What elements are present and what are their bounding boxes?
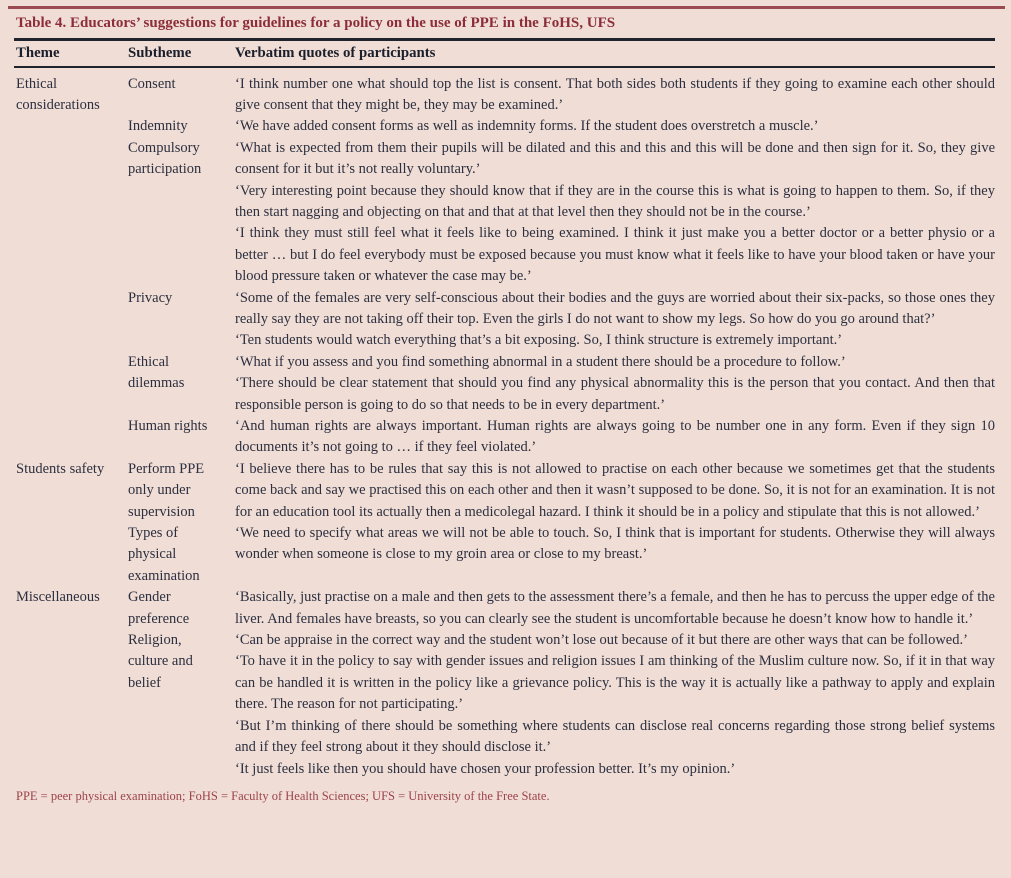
quotes-cell <box>233 416 995 459</box>
table-row <box>14 288 995 352</box>
quote-paragraph: ‘I believe there has to be rules that say this is not allowed to practise on each other because we sometimes get that the students come back and say we practised this on each other and then it wasn’t supposed to be done. So, it is not for an examination. It is not for an education tool its actually then a medicolegal hazard. I think it should be in a policy and stipulate that this is not allowed.’ <box>235 460 995 520</box>
subtheme-cell: Compulsory participation <box>128 139 202 178</box>
subtheme-cell: Perform PPE only under supervision <box>128 460 205 520</box>
column-header-quotes: Verbatim quotes of participants <box>235 44 436 61</box>
theme-cell: Students safety <box>16 460 105 477</box>
theme-cell <box>14 352 126 416</box>
theme-cell <box>14 523 126 587</box>
quote-paragraph: ‘What is expected from them their pupils will be dilated and this and this and this will be done and then sign for it. So, they give consent for it but it’s not really voluntary.’ <box>235 139 995 178</box>
quotes-cell <box>233 288 995 352</box>
quotes-cell <box>233 459 995 523</box>
theme-cell <box>14 116 126 137</box>
quotes-table <box>14 41 995 780</box>
subtheme-cell: Religion, culture and belief <box>128 632 193 691</box>
table-row <box>14 138 995 288</box>
quote-paragraph: ‘But I’m thinking of there should be something where students can disclose real concerns regarding those strong belief systems and if they feel strong about it they should disclose it.’ <box>235 717 995 756</box>
table-row <box>14 67 995 117</box>
subtheme-cell: Consent <box>128 75 176 92</box>
quote-paragraph: ‘We need to specify what areas we will not be able to touch. So, I think that is important for students. Otherwise they will always wonder when someone is close to my groin area or close to my breast.’ <box>235 525 995 563</box>
quotes-cell <box>233 67 995 117</box>
theme-cell <box>14 416 126 459</box>
quote-paragraph: ‘To have it in the policy to say with gender issues and religion issues I am thinking of the Muslim culture now. So, if it in that way can be handled it is written in the policy like a grievance policy. This is the way it is actually like a pathway to apply and explain there. The reason for not participating.’ <box>235 653 995 713</box>
quotes-cell <box>233 587 995 630</box>
quote-paragraph: ‘Basically, just practise on a male and then gets to the assessment there’s a female, and then he has to percuss the upper edge of the liver. And females have breasts, so you can clearly see the student is uncomfortable because he doesn’t know how to handle it.’ <box>235 589 995 627</box>
table-footnote: PPE = peer physical examination; FoHS = Faculty of Health Sciences; UFS = University of the Free State. <box>16 788 550 803</box>
theme-cell <box>14 288 126 352</box>
table-row <box>14 416 995 459</box>
subtheme-cell: Gender preference <box>128 589 190 627</box>
table-row <box>14 587 995 630</box>
quotes-cell <box>233 352 995 416</box>
table-header <box>14 41 995 67</box>
quote-paragraph: ‘And human rights are always important. Human rights are always going to be number one in any form. Even if they sign 10 documents it’s not going to … if they feel violated.’ <box>235 418 995 456</box>
quote-paragraph: ‘It just feels like then you should have chosen your profession better. It’s my opinion.’ <box>235 760 736 777</box>
quote-paragraph: ‘Can be appraise in the correct way and the student won’t lose out because of it but there are other ways that can be followed.’ <box>235 632 968 649</box>
quote-paragraph: ‘Some of the females are very self-conscious about their bodies and the guys are worried about their six-packs, so those ones they really say they are not taking off their top. Even the girls I do not want to show my legs. So how do you go around that?’ <box>235 289 995 327</box>
subtheme-cell: Human rights <box>128 418 208 434</box>
quotes-cell <box>233 138 995 288</box>
table-row <box>14 352 995 416</box>
table-row <box>14 116 995 137</box>
theme-cell: Ethical considerations <box>16 75 100 113</box>
subtheme-cell: Ethical dilemmas <box>128 353 185 392</box>
quote-paragraph: ‘We have added consent forms as well as indemnity forms. If the student does overstretch a muscle.’ <box>235 118 819 135</box>
subtheme-cell: Privacy <box>128 289 173 306</box>
table-row <box>14 459 995 523</box>
table-body <box>14 67 995 780</box>
quotes-cell <box>233 630 995 780</box>
column-header-theme: Theme <box>16 44 60 61</box>
column-header-subtheme: Subtheme <box>128 44 192 61</box>
quote-paragraph: ‘Ten students would watch everything that’s a bit exposing. So, I think structure is extremely important.’ <box>235 332 843 349</box>
quote-paragraph: ‘I think number one what should top the list is consent. That both sides both students if they going to examine each other should give consent that they might be, they may be examined.’ <box>235 75 995 113</box>
quotes-cell <box>233 116 995 137</box>
subtheme-cell: Indemnity <box>128 118 188 135</box>
quote-paragraph: ‘Very interesting point because they should know that if they are in the course this is what is going to happen to them. So, if they then start nagging and objecting on that and that at that level then they should not be in the course.’ <box>235 182 995 220</box>
table-row <box>14 523 995 587</box>
table-title: Table 4. Educators’ suggestions for guidelines for a policy on the use of PPE in the FoHS, UFS <box>16 15 616 31</box>
theme-cell <box>14 138 126 288</box>
quote-paragraph: ‘I think they must still feel what it feels like to being examined. I think it just make you a better doctor or a better physio or a better … but I do feel everybody must be exposed because you must know what it feels like to have your blood taken or have your blood pressure taken or whatever the case may be.’ <box>235 225 995 285</box>
quote-paragraph: ‘There should be clear statement that should you find any physical abnormality this is the person that you contact. And then that responsible person is going to do so that needs to be in every department.’ <box>235 375 995 413</box>
table-row <box>14 630 995 780</box>
theme-cell: Miscellaneous <box>16 589 100 606</box>
quotes-cell <box>233 523 995 587</box>
subtheme-cell: Types of physical examination <box>128 525 200 584</box>
quote-paragraph: ‘What if you assess and you find something abnormal in a student there should be a procedure to follow.’ <box>235 353 846 370</box>
theme-cell <box>14 630 126 780</box>
